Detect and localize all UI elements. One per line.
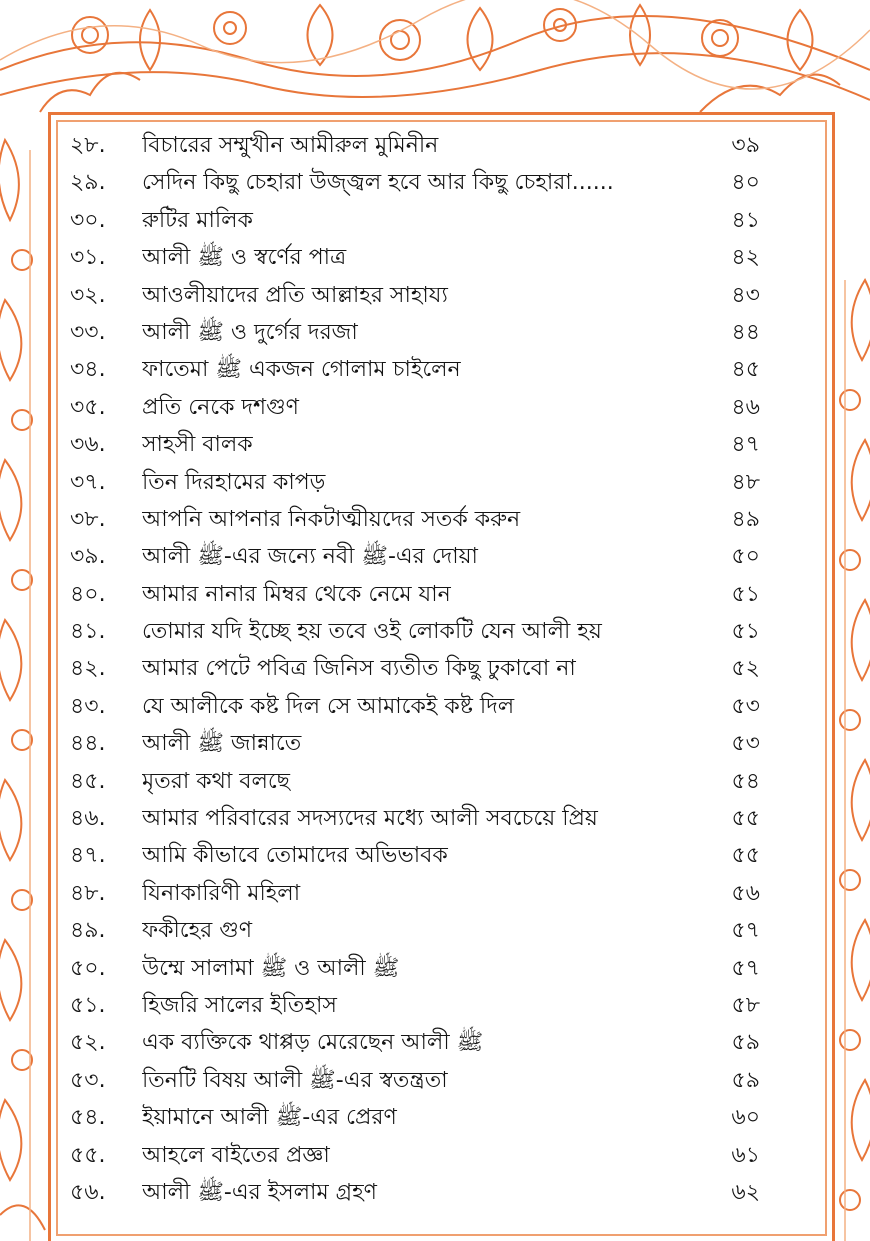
toc-entry-title: বিচারের সম্মুখীন আমীরুল মুমিনীন xyxy=(142,133,439,158)
toc-entry-number: ৫৬. xyxy=(70,1179,106,1205)
toc-entry-number: ৩০. xyxy=(70,207,106,233)
toc-entry-number: ৪৬. xyxy=(70,806,106,832)
toc-entry-title: যে আলীকে কষ্ট দিল সে আমাকেই কষ্ট দিল xyxy=(142,693,515,719)
toc-entry xyxy=(70,352,760,389)
toc-entry-number: ২৯. xyxy=(70,170,106,196)
toc-entry-title: প্রতি নেকে দশগুণ xyxy=(142,394,299,420)
toc-entry xyxy=(70,726,760,763)
toc-entry-title: যিনাকারিণী মহিলা xyxy=(142,880,301,906)
toc-entry-page: ৩৯ xyxy=(731,133,760,158)
toc-entry-number: ৪৪. xyxy=(70,731,106,757)
toc-entry-title: তোমার যদি ইচ্ছে হয় তবে ওই লোকটি যেন আলী হয় xyxy=(142,619,602,645)
toc-entry-page: ৪৭ xyxy=(731,432,760,458)
toc-entry-title: ফকীহের গুণ xyxy=(142,918,253,944)
toc-entry-number: ৪০. xyxy=(70,581,106,607)
table-of-contents xyxy=(70,128,760,1212)
toc-entry-title: হিজরি সালের ইতিহাস xyxy=(142,992,337,1018)
toc-entry-title: আহলে বাইতের প্রজ্ঞা xyxy=(142,1142,330,1168)
toc-entry xyxy=(70,240,760,277)
toc-entry xyxy=(70,539,760,576)
toc-entry xyxy=(70,203,760,240)
toc-entry-number: ৫৩. xyxy=(70,1067,106,1093)
toc-entry-number: ৪৩. xyxy=(70,693,106,719)
toc-entry-page: ৫৩ xyxy=(731,731,760,757)
toc-entry-title: আমি কীভাবে তোমাদের অভিভাবক xyxy=(142,843,448,869)
toc-entry xyxy=(70,689,760,726)
toc-entry-page: ৫১ xyxy=(731,619,760,645)
toc-entry-title: আলী ﷺ-এর ইসলাম গ্রহণ xyxy=(142,1179,377,1205)
toc-entry xyxy=(70,1100,760,1137)
toc-entry-page: ৪১ xyxy=(731,207,760,233)
toc-entry-title: আলী ﷺ ও দুর্গের দরজা xyxy=(142,319,358,345)
toc-entry xyxy=(70,1025,760,1062)
toc-entry-page: ৫৯ xyxy=(731,1067,760,1093)
toc-entry-page: ৫৯ xyxy=(731,1030,760,1056)
toc-entry-page: ৫৬ xyxy=(731,880,760,906)
toc-entry-title: উম্মে সালামা ﷺ ও আলী ﷺ xyxy=(142,955,400,981)
toc-entry-number: ২৮. xyxy=(70,133,106,158)
toc-entry xyxy=(70,1175,760,1212)
toc-entry xyxy=(70,390,760,427)
toc-entry xyxy=(70,651,760,688)
toc-entry-page: ৫০ xyxy=(731,544,760,570)
toc-entry xyxy=(70,614,760,651)
toc-entry-title: তিনটি বিষয় আলী ﷺ-এর স্বতন্ত্রতা xyxy=(142,1067,448,1093)
toc-entry-number: ৪৭. xyxy=(70,843,106,869)
toc-entry-page: ৫২ xyxy=(731,656,760,682)
toc-entry xyxy=(70,764,760,801)
toc-entry-page: ৪৮ xyxy=(731,469,760,495)
toc-entry-number: ৪১. xyxy=(70,619,106,645)
toc-entry-title: মৃতরা কথা বলছে xyxy=(142,768,291,794)
toc-entry xyxy=(70,951,760,988)
toc-entry-page: ৫৪ xyxy=(731,768,760,794)
toc-entry-number: ৩৭. xyxy=(70,469,106,495)
toc-entry-number: ৩২. xyxy=(70,282,106,308)
toc-entry xyxy=(70,165,760,202)
toc-entry-page: ৪২ xyxy=(731,245,760,271)
toc-entry-title: আলী ﷺ-এর জন্যে নবী ﷺ-এর দোয়া xyxy=(142,544,478,570)
toc-entry-number: ৫২. xyxy=(70,1030,106,1056)
toc-entry xyxy=(70,427,760,464)
toc-entry-number: ৫৪. xyxy=(70,1105,106,1131)
toc-entry-title: আপনি আপনার নিকটাত্মীয়দের সতর্ক করুন xyxy=(142,506,521,532)
toc-entry-page: ৫৮ xyxy=(731,992,760,1018)
toc-entry xyxy=(70,577,760,614)
toc-entry-number: ৫৫. xyxy=(70,1142,106,1168)
toc-entry xyxy=(70,876,760,913)
toc-entry-number: ৩৫. xyxy=(70,394,106,420)
toc-entry-number: ৩৪. xyxy=(70,357,106,383)
toc-entry-page: ৬১ xyxy=(731,1142,760,1168)
toc-entry-number: ৪২. xyxy=(70,656,106,682)
toc-entry-number: ৩৯. xyxy=(70,544,106,570)
toc-entry xyxy=(70,801,760,838)
toc-entry xyxy=(70,315,760,352)
toc-entry xyxy=(70,988,760,1025)
toc-entry-page: ৪৬ xyxy=(731,394,760,420)
toc-entry-page: ৬০ xyxy=(731,1105,760,1131)
toc-entry-page: ৪৯ xyxy=(731,506,760,532)
toc-entry-page: ৪৫ xyxy=(731,357,760,383)
toc-entry-number: ৩৬. xyxy=(70,432,106,458)
toc-entry-page: ৬২ xyxy=(731,1179,760,1205)
toc-entry-number: ৩৩. xyxy=(70,319,106,345)
toc-entry-title: সাহসী বালক xyxy=(142,432,253,458)
toc-entry xyxy=(70,278,760,315)
toc-entry-number: ৫০. xyxy=(70,955,106,981)
toc-entry-title: আওলীয়াদের প্রতি আল্লাহর সাহায্য xyxy=(142,282,448,308)
toc-entry-page: ৪৩ xyxy=(731,282,760,308)
toc-entry-page: ৫৫ xyxy=(731,806,760,832)
toc-entry-page: ৫৭ xyxy=(731,918,760,944)
toc-entry-number: ৪৫. xyxy=(70,768,106,794)
toc-entry-title: আলী ﷺ ও স্বর্ণের পাত্র xyxy=(142,245,347,271)
toc-entry-number: ৪৮. xyxy=(70,880,106,906)
toc-entry-number: ৩৮. xyxy=(70,506,106,532)
toc-entry xyxy=(70,913,760,950)
toc-entry-page: ৫৭ xyxy=(731,955,760,981)
toc-entry-number: ৫১. xyxy=(70,992,106,1018)
toc-entry-title: সেদিন কিছু চেহারা উজ্জ্বল হবে আর কিছু চেহারা...... xyxy=(142,170,614,196)
toc-entry-title: আমার নানার মিম্বর থেকে নেমে যান xyxy=(142,581,451,607)
toc-entry-title: রুটির মালিক xyxy=(142,207,253,233)
toc-entry-page: ৪৪ xyxy=(731,319,760,345)
toc-entry-title: ফাতেমা ﷺ একজন গোলাম চাইলেন xyxy=(142,357,461,383)
toc-entry xyxy=(70,838,760,875)
toc-entry xyxy=(70,465,760,502)
toc-entry-number: ৩১. xyxy=(70,245,106,271)
toc-entry-title: আমার পেটে পবিত্র জিনিস ব্যতীত কিছু ঢুকাবো না xyxy=(142,656,576,682)
toc-entry-page: ৫৩ xyxy=(731,693,760,719)
toc-entry-page: ৪০ xyxy=(731,170,760,196)
toc-entry-title: এক ব্যক্তিকে থাপ্পড় মেরেছেন আলী ﷺ xyxy=(142,1030,484,1056)
toc-entry xyxy=(70,502,760,539)
toc-entry xyxy=(70,1138,760,1175)
toc-entry xyxy=(70,128,760,165)
toc-entry-page: ৫১ xyxy=(731,581,760,607)
toc-entry-title: তিন দিরহামের কাপড় xyxy=(142,469,326,495)
toc-entry-number: ৪৯. xyxy=(70,918,106,944)
toc-entry-title: আলী ﷺ জান্নাতে xyxy=(142,731,302,757)
toc-entry xyxy=(70,1063,760,1100)
toc-entry-title: আমার পরিবারের সদস্যদের মধ্যে আলী সবচেয়ে প্রিয় xyxy=(142,806,598,832)
toc-entry-page: ৫৫ xyxy=(731,843,760,869)
toc-entry-title: ইয়ামানে আলী ﷺ-এর প্রেরণ xyxy=(142,1105,397,1131)
